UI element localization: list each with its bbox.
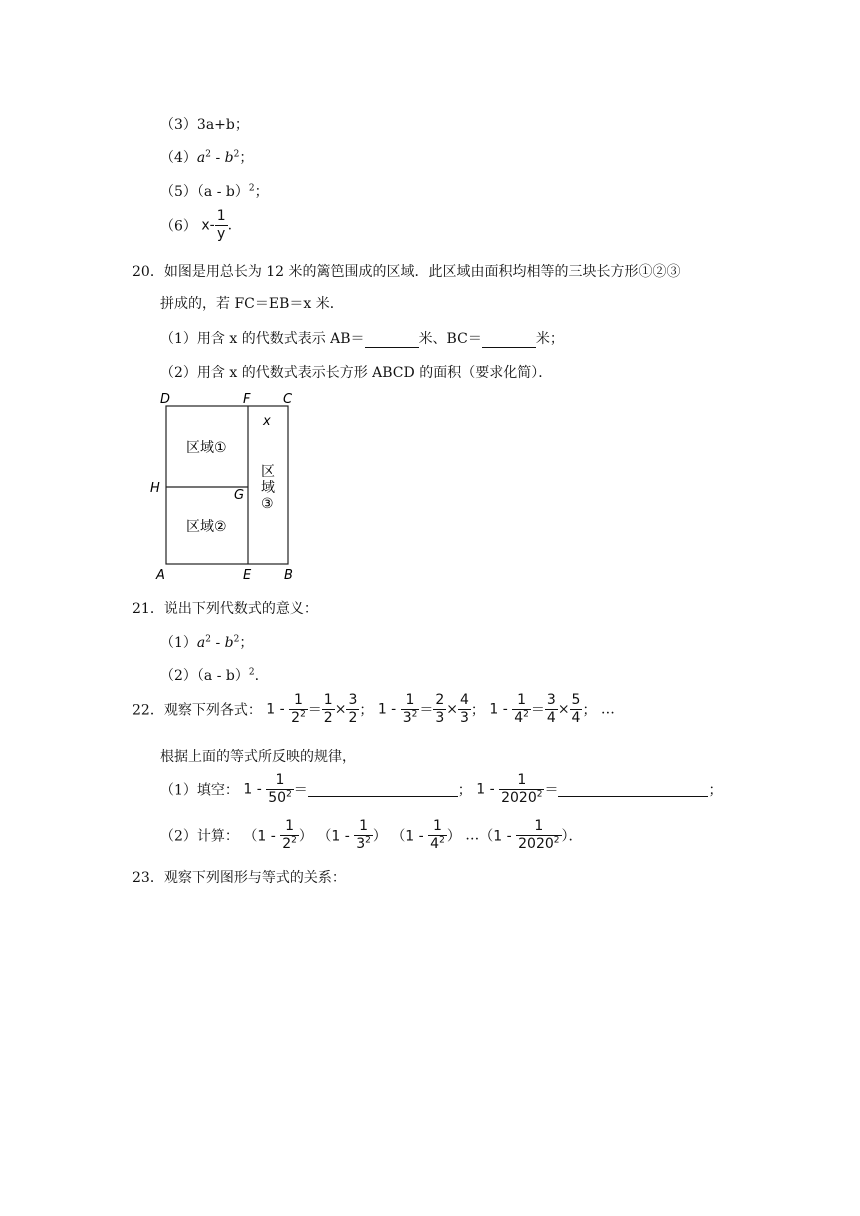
label-c: C xyxy=(283,392,293,407)
q21-item-2: （2）（a - b）$^2$. xyxy=(160,667,260,684)
answer-blank-1 xyxy=(308,782,458,797)
q20-line1: 20．如图是用总长为 12 米的篱笆围成的区域．此区域由面积均相等的三块长方形①②③ xyxy=(132,264,681,280)
label-f: F xyxy=(243,392,251,407)
label-d: D xyxy=(160,392,171,407)
fraction: $\frac{1}{4^2}$ xyxy=(430,818,445,852)
fraction: $\frac{1}{50^2}$ xyxy=(268,772,292,806)
fraction: $\frac{3}{2}$ xyxy=(348,692,358,726)
fraction: $\frac{2}{3}$ xyxy=(435,692,445,726)
q22-part2: （2）计算： （1 - $\frac{1}{2^2}$ ） （1 - $\frac{1}{3^2}$ ） （1 - $\frac{1}{4^2}$ ） …（1 - $\frac{1}{2020^2}$ ）． xyxy=(160,818,583,852)
q22-part1: （1）填空： 1 - $\frac{1}{50^2}$ ＝ ； 1 - $\frac{1}{2020^2}$ ＝ ； xyxy=(160,772,723,806)
region-3-label-a: 区 xyxy=(261,464,275,480)
label-b: B xyxy=(284,568,293,583)
q20-part1: （1）用含 x 的代数式表示 AB＝ 米、BC＝ 米； xyxy=(160,331,564,347)
region-2-label: 区域② xyxy=(186,519,227,535)
q22-equations: 22．观察下列各式： 1 - $\frac{1}{2^2}$ ＝ $\frac{1}{2}$ × $\frac{3}{2}$ ； 1 - $\frac{1}{3^2}$ ＝ $\frac{2}{3}$ × $\frac{4}{3}$ ； 1 - $\frac{1}{4^2}$ ＝ $\frac{3}{4}$ × $\frac{5}{4}$ ； … xyxy=(132,692,615,726)
q19-item-3: （3）3a+b； xyxy=(160,117,249,133)
q19-item-4: $(4)a^2 - b^2$； xyxy=(160,149,254,166)
fraction: $\frac{1}{4^2}$ xyxy=(514,692,529,726)
q20-line2: 拼成的，若 FC＝EB＝x 米． xyxy=(160,296,344,312)
q19-item-6: （6） x- $\frac{1}{y}$ . xyxy=(160,208,233,242)
fraction: $\frac{5}{4}$ xyxy=(571,692,581,726)
fraction: $\frac{1}{2}$ xyxy=(323,692,333,726)
label-a: A xyxy=(156,568,165,583)
fence-region-figure xyxy=(145,388,305,588)
answer-blank-2 xyxy=(558,782,708,797)
fraction: $\frac{1}{3^2}$ xyxy=(402,692,418,726)
fraction: $\frac{1}{2020^2}$ xyxy=(518,818,560,852)
answer-blank-bc xyxy=(482,333,536,348)
fraction: $\frac{3}{4}$ xyxy=(546,692,556,726)
q19-item-5: （5）（a - b）$^2$； xyxy=(160,183,269,200)
q23-title: 23．观察下列图形与等式的关系： xyxy=(132,870,346,886)
fraction-1-over-y: $\frac{1}{y}$ xyxy=(216,208,226,242)
label-e: E xyxy=(243,568,252,583)
region-3-label-c: ③ xyxy=(261,496,274,512)
fraction: $\frac{4}{3}$ xyxy=(460,692,469,726)
region-3-label-b: 域 xyxy=(261,480,275,496)
fraction: $\frac{1}{2020^2}$ xyxy=(501,772,543,806)
q21-title: 21．说出下列代数式的意义： xyxy=(132,601,318,617)
fraction: $\frac{1}{2^2}$ xyxy=(282,818,297,852)
fraction: $\frac{1}{3^2}$ xyxy=(356,818,371,852)
region-1-label: 区域① xyxy=(186,440,227,456)
q21-item-1: $(1)a^2 - b^2$； xyxy=(160,634,254,651)
label-h: H xyxy=(150,481,160,496)
answer-blank-ab xyxy=(365,333,419,348)
fraction: $\frac{1}{2^2}$ xyxy=(291,692,306,726)
q20-part2: （2）用含 x 的代数式表示长方形 ABCD 的面积（要求化简）． xyxy=(160,365,553,381)
label-x: x xyxy=(263,414,271,429)
q22-line2: 根据上面的等式所反映的规律， xyxy=(160,749,356,765)
label-g: G xyxy=(234,488,245,503)
